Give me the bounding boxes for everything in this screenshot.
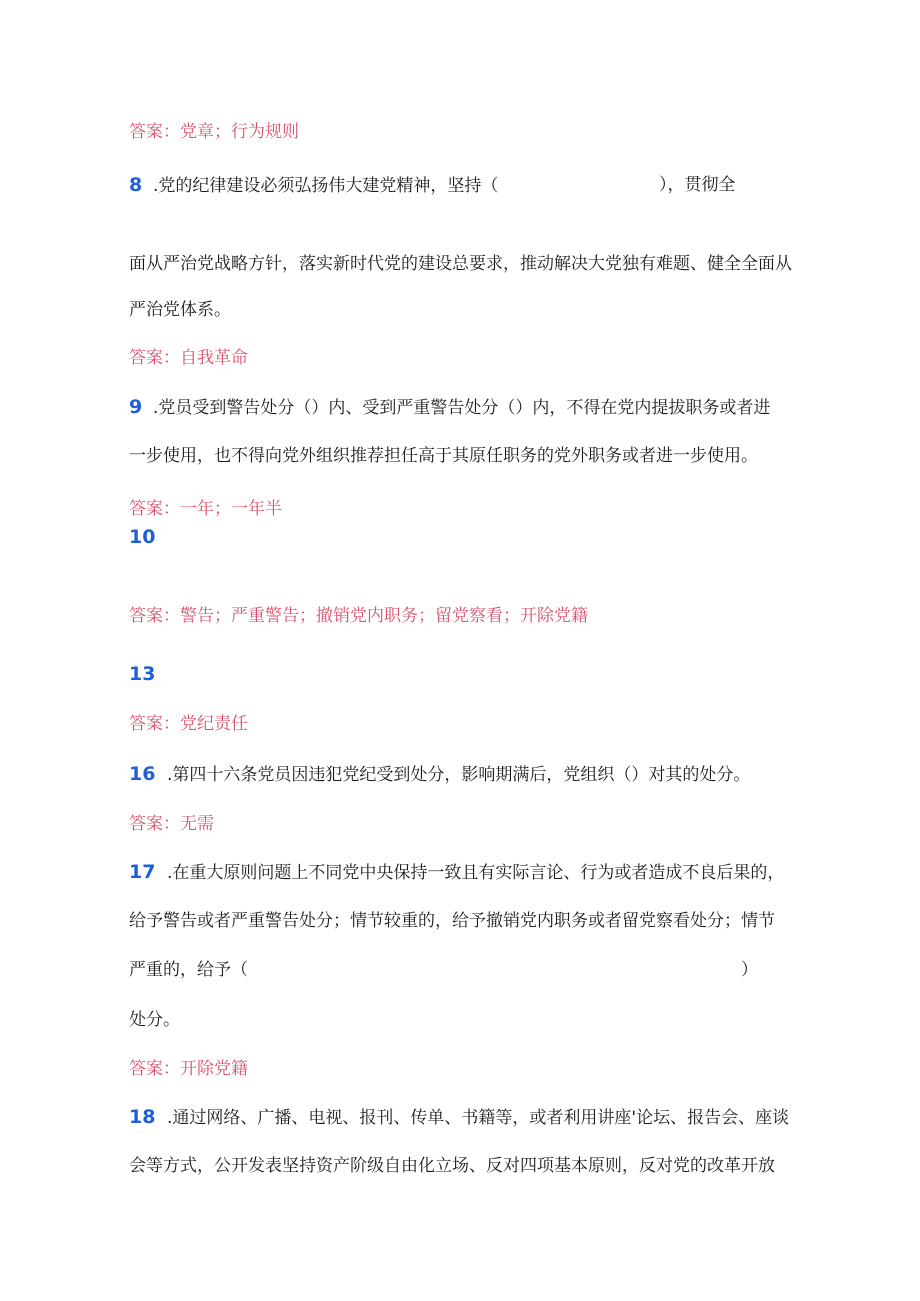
question-text-line: 处分。 <box>129 1010 180 1030</box>
question-18: 18 .通过网络、广播、电视、报刊、传单、书籍等，或者利用讲座'论坛、报告会、座谈 <box>129 1106 790 1128</box>
answer-line: 答案：党纪责任 <box>129 714 248 734</box>
answer-line: 答案：开除党籍 <box>129 1059 248 1079</box>
question-number: 8 <box>129 174 143 196</box>
question-13 <box>129 662 167 687</box>
question-8: 8 .党的纪律建设必须弘扬伟大建党精神，坚持（ ），贯彻全 <box>129 174 736 196</box>
answer-line: 答案：无需 <box>129 814 214 834</box>
question-17: 17 .在重大原则问题上不同党中央保持一致且有实际言论、行为或者造成不良后果的， <box>129 861 785 883</box>
answer-line: 答案：党章；行为规则 <box>129 122 299 142</box>
question-9: 9 .党员受到警告处分（）内、受到严重警告处分（）内，不得在党内提拔职务或者进 <box>129 396 771 418</box>
question-10 <box>129 525 167 550</box>
question-text-line: 严重的，给予（ ） <box>129 960 758 980</box>
question-number: 18 <box>129 1106 156 1128</box>
question-number: 10 <box>129 526 156 548</box>
question-number: 17 <box>129 861 156 883</box>
question-16: 16 .第四十六条党员因违犯党纪受到处分，影响期满后，党组织（）对其的处分。 <box>129 763 751 785</box>
answer-line: 答案：警告；严重警告；撤销党内职务；留党察看；开除党籍 <box>129 606 588 626</box>
question-text-line: 面从严治党战略方针，落实新时代党的建设总要求，推动解决大党独有难题、健全全面从 <box>129 254 792 274</box>
question-number: 16 <box>129 763 156 785</box>
question-number: 9 <box>129 396 143 418</box>
answer-line: 答案：自我革命 <box>129 348 248 368</box>
question-text-line: 给予警告或者严重警告处分；情节较重的，给予撤销党内职务或者留党察看处分；情节 <box>129 911 775 931</box>
answer-line: 答案：一年；一年半 <box>129 499 282 519</box>
question-number: 13 <box>129 663 156 685</box>
question-text-line: 严治党体系。 <box>129 300 231 320</box>
question-text-line: 会等方式，公开发表坚持资产阶级自由化立场、反对四项基本原则，反对党的改革开放 <box>129 1156 775 1176</box>
question-text-line: 一步使用，也不得向党外组织推荐担任高于其原任职务的党外职务或者进一步使用。 <box>129 446 758 466</box>
